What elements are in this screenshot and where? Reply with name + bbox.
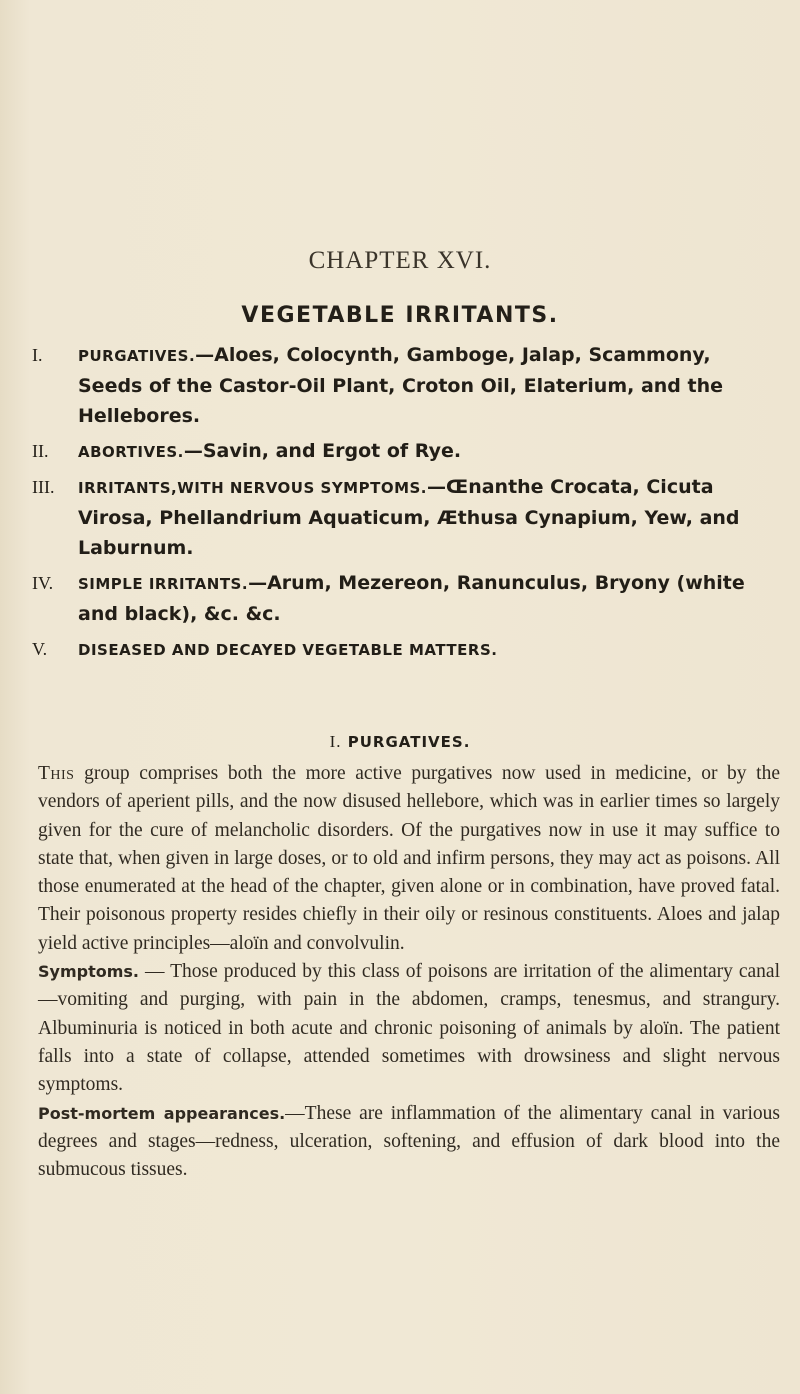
section-heading bbox=[0, 732, 800, 752]
postmortem-heading: Post-mortem appearances. bbox=[38, 1103, 286, 1123]
classification-text: —Savin, and Ergot of Rye. bbox=[183, 440, 462, 462]
intro-text: group comprises both the more active purgatives now used in medicine, or by the vendors of aperient pills, and the now disused hellebore, which was in earlier times so largely given for the cure of melancholic disorders. Of the purgatives now in use it may suffice to state that, when given in large doses, or to old and infirm persons, they may act as poisons. All those enumerated at the head of the chapter, given alone or in combination, have proved fatal. Their poisonous property resides chiefly in their oily or resinous constituents. Aloes and jalap yield active principles—aloïn and convolvulin. bbox=[38, 763, 780, 954]
classification-number: I. bbox=[32, 345, 43, 365]
classification-item bbox=[32, 634, 778, 665]
classification-number: V. bbox=[32, 639, 48, 659]
postmortem-text: —These are inflammation of the alimentary canal in various degrees and stages—redness, ulceration, softening, and effusion of dark blood into the submucous tissues. bbox=[38, 1102, 780, 1181]
symptoms-paragraph bbox=[38, 958, 780, 1099]
classification-item bbox=[32, 472, 778, 563]
section-title: PURGATIVES. bbox=[347, 733, 471, 751]
classification-text: —Œnanthe Crocata, Cicuta Virosa, Phellandrium Aquaticum, Æthusa Cynapium, Yew, and Laburnum. bbox=[78, 476, 740, 559]
classification-heading: PURGATIVES. bbox=[78, 347, 196, 365]
classification-heading: DISEASED AND DECAYED VEGETABLE MATTERS. bbox=[78, 641, 498, 659]
classification-number: II. bbox=[32, 441, 49, 461]
classification-item bbox=[32, 436, 778, 467]
classification-item bbox=[32, 340, 778, 431]
classification-item bbox=[32, 568, 778, 629]
classification-number: IV. bbox=[32, 573, 54, 593]
intro-paragraph bbox=[38, 760, 780, 958]
intro-lead-word: This bbox=[38, 763, 75, 784]
postmortem-paragraph bbox=[38, 1100, 780, 1185]
classification-heading: ABORTIVES. bbox=[78, 443, 184, 461]
classification-text: —Arum, Mezereon, Ranunculus, Bryony (white and black), &c. &c. bbox=[78, 572, 745, 625]
symptoms-text: — Those produced by this class of poisons are irritation of the alimentary canal—vomiting and purging, with pain in the abdomen, cramps, tenesmus, and strangury. Albuminuria is noticed in both acute and chronic poisoning of animals by aloïn. The patient falls into a state of collapse, attended sometimes with drowsiness and slight nervous symptoms. bbox=[38, 961, 780, 1096]
chapter-title: VEGETABLE IRRITANTS. bbox=[241, 303, 559, 328]
symptoms-heading: Symptoms. bbox=[38, 962, 139, 982]
section-number: I. bbox=[329, 732, 342, 751]
body-text bbox=[38, 760, 780, 1184]
classification-text: —Aloes, Colocynth, Gamboge, Jalap, Scammony, Seeds of the Castor-Oil Plant, Croton Oil, Elaterium, and the Hellebores. bbox=[78, 344, 724, 427]
classification-list bbox=[32, 340, 778, 670]
classification-heading: SIMPLE IRRITANTS. bbox=[78, 575, 249, 593]
chapter-number: CHAPTER XVI. bbox=[308, 247, 492, 274]
classification-heading: IRRITANTS,WITH NERVOUS SYMPTOMS. bbox=[78, 479, 428, 497]
classification-number: III. bbox=[32, 477, 55, 497]
